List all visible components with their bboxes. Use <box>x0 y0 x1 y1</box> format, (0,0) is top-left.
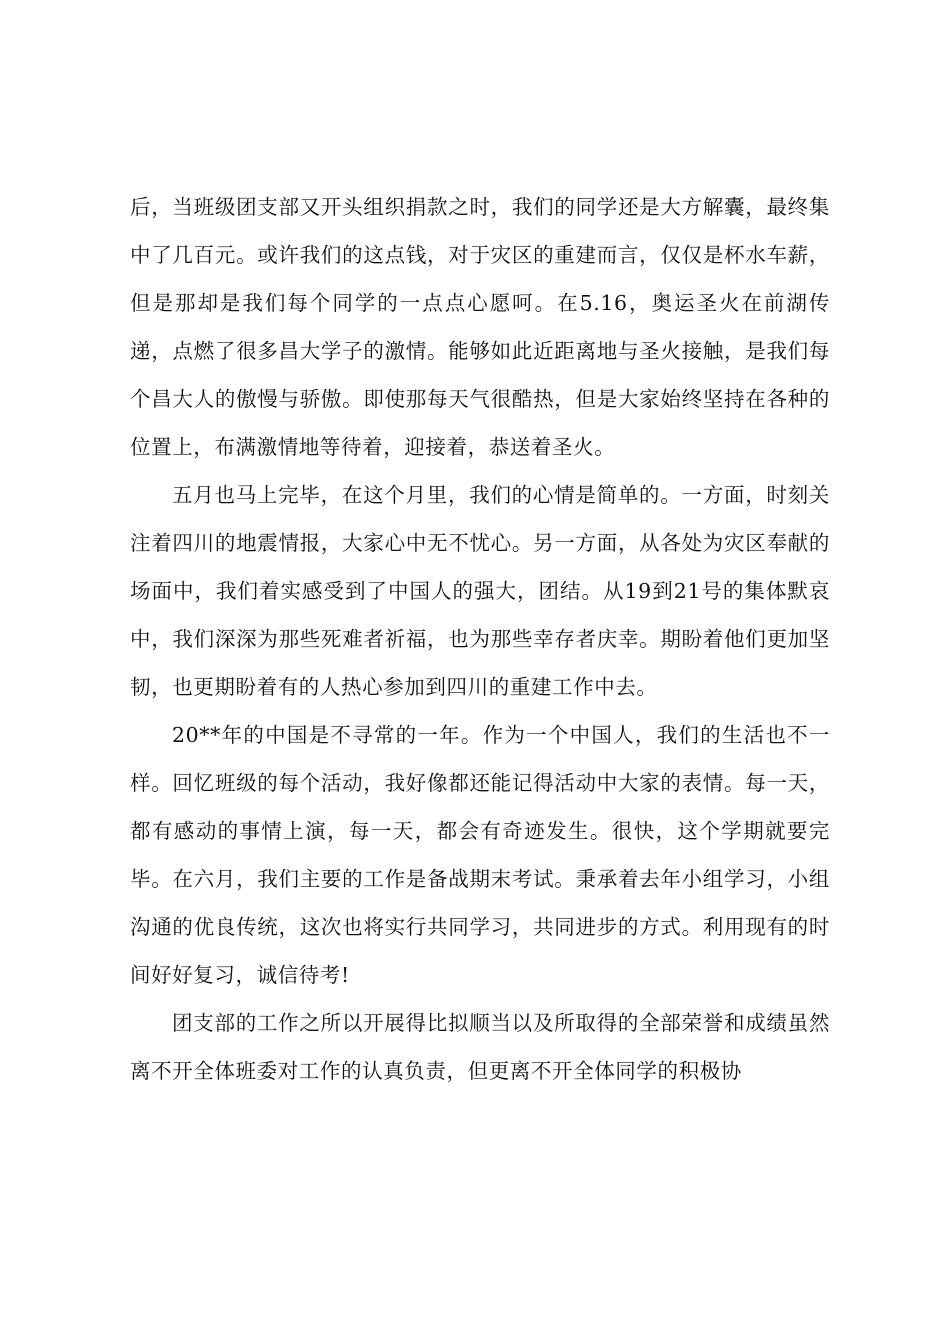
paragraph-2: 五月也马上完毕，在这个月里，我们的心情是简单的。一方面，时刻关注着四川的地震情报，大家心中无不忧心。另一方面，从各处为灾区奉献的场面中，我们着实感受到了中国人的强大，团结。从19到21号的集体默哀中，我们深深为那些死难者祈福，也为那些幸存者庆幸。期盼着他们更加坚韧，也更期盼着有的人热心参加到四川的重建工作中去。 <box>130 483 830 699</box>
paragraph-3: 20**年的中国是不寻常的一年。作为一个中国人，我们的生活也不一样。回忆班级的每个活动，我好像都还能记得活动中大家的表情。每一天，都有感动的事情上演，每一天，都会有奇迹发生。很快，这个学期就要完毕。在六月，我们主要的工作是备战期末考试。秉承着去年小组学习，小组沟通的优良传统，这次也将实行共同学习，共同进步的方式。利用现有的时间好好复习，诚信待考! <box>130 723 830 987</box>
paragraph-1: 后，当班级团支部又开头组织捐款之时，我们的同学还是大方解囊，最终集中了几百元。或许我们的这点钱，对于灾区的重建而言，仅仅是杯水车薪，但是那却是我们每个同学的一点点心愿呵。在5.16，奥运圣火在前湖传递，点燃了很多昌大学子的激情。能够如此近距离地与圣火接触，是我们每个昌大人的傲慢与骄傲。即使那每天气很酷热，但是大家始终坚持在各种的位置上，布满激情地等待着，迎接着，恭送着圣火。 <box>130 195 830 459</box>
document-body <box>130 183 830 1095</box>
paragraph-4: 团支部的工作之所以开展得比拟顺当以及所取得的全部荣誉和成绩虽然离不开全体班委对工作的认真负责，但更离不开全体同学的积极协 <box>130 1011 830 1083</box>
